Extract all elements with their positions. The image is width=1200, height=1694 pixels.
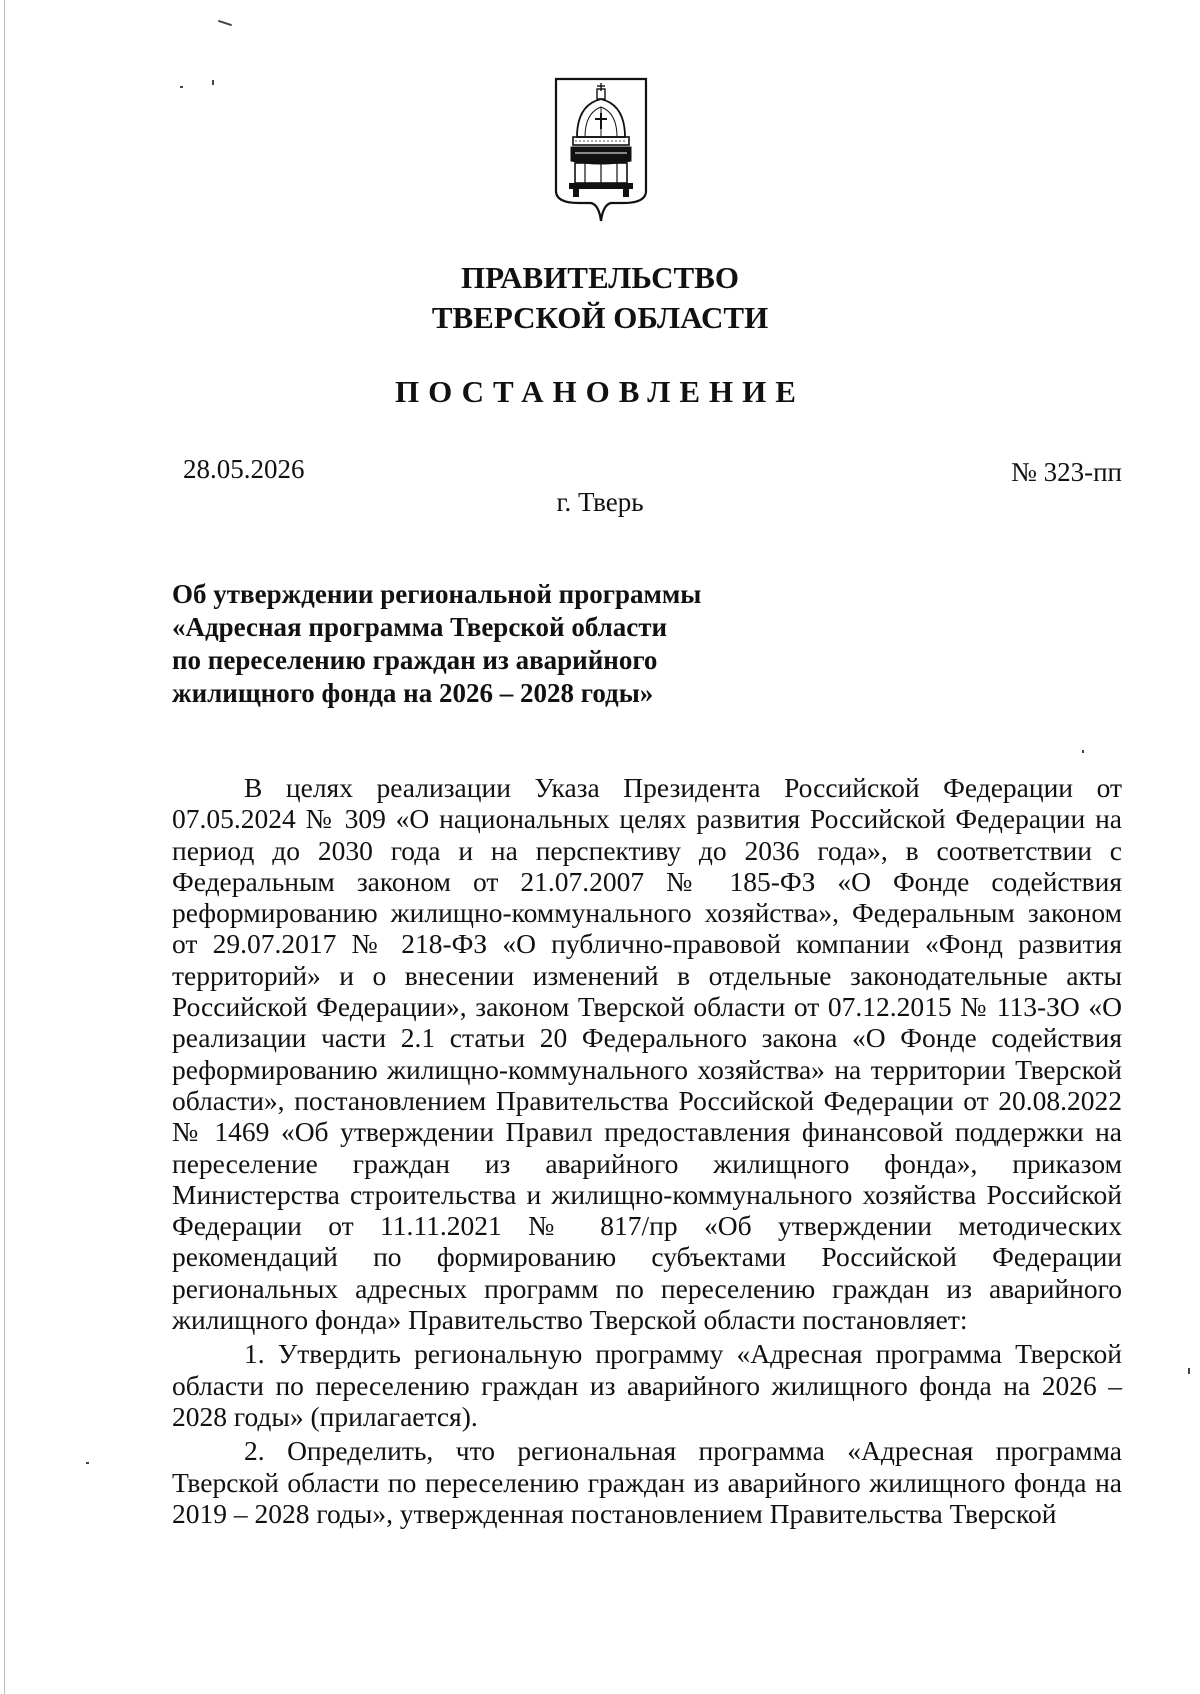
document-title-line: Об утверждении региональной программы: [172, 579, 702, 609]
document-title-line: по переселению граждан из аварийного: [172, 645, 658, 675]
document-title-line: «Адресная программа Тверской области: [172, 612, 668, 642]
document-type: ПОСТАНОВЛЕНИЕ: [395, 374, 805, 409]
scan-speck: [212, 80, 214, 85]
tver-coat-of-arms-icon: [553, 75, 649, 223]
body-paragraph-item-1: 1. Утвердить региональную программу «Адресная программа Тверской области по переселению граждан из аварийного жилищного фонда на 2026 – 2028 годы» (прилагается).: [172, 1338, 1122, 1432]
body-paragraph-item-2: 2. Определить, что региональная программа «Адресная программа Тверской области по переселению граждан из аварийного жилищного фонда на 2019 – 2028 годы», утвержденная постановлением Правительства Тверской: [172, 1435, 1122, 1529]
scan-speck: [180, 86, 183, 88]
document-body: [172, 772, 1122, 1529]
document-title-line: жилищного фонда на 2026 – 2028 годы»: [172, 678, 654, 708]
government-name-line2: ТВЕРСКОЙ ОБЛАСТИ: [431, 300, 769, 335]
government-name-line1: ПРАВИТЕЛЬСТВО: [461, 260, 739, 295]
scan-speck: [218, 20, 232, 26]
scan-speck: [1188, 1368, 1190, 1374]
scan-speck: [1082, 750, 1084, 753]
document-city: г. Тверь: [556, 487, 644, 517]
document-number: № 323-пп: [1011, 457, 1122, 487]
scan-speck: [86, 1462, 89, 1464]
body-paragraph-preamble: В целях реализации Указа Президента Российской Федерации от 07.05.2024 № 309 «О национальных целях развития Российской Федерации на период до 2030 года и на перспективу до 2036 года», в соответствии с Федеральным законом от 21.07.2007 № 185-ФЗ «О Фонде содействия реформированию жилищно-коммунального хозяйства», Федеральным законом от 29.07.2017 № 218-ФЗ «О публично-правовой компании «Фонд развития территорий» и о внесении изменений в отдельные законодательные акты Российской Федерации», законом Тверской области от 07.12.2015 № 113-ЗО «О реализации части 2.1 статьи 20 Федерального закона «О Фонде содействия реформированию жилищно-коммунального хозяйства» на территории Тверской области», постановлением Правительства Российской Федерации от 20.08.2022 № 1469 «Об утверждении Правил предоставления финансовой поддержки на переселение граждан из аварийного жилищного фонда», приказом Министерства строительства и жилищно-коммунального хозяйства Российской Федерации от 11.11.2021 № 817/пр «Об утверждении методических рекомендаций по формированию субъектами Российской Федерации региональных адресных программ по переселению граждан из аварийного жилищного фонда» Правительство Тверской области постановляет:: [172, 772, 1122, 1336]
document-title: [172, 578, 812, 710]
scan-edge-line: [4, 0, 5, 1694]
document-date: 28.05.2026: [183, 454, 305, 484]
